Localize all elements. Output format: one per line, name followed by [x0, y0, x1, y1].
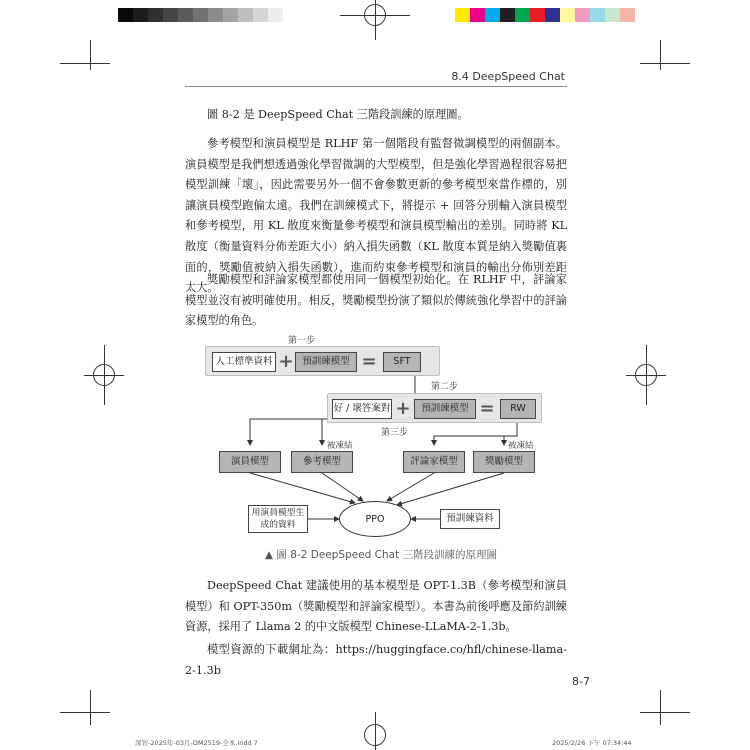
freeze-label-right: 被凍結	[508, 441, 534, 451]
color-swatch	[620, 8, 635, 22]
gray-swatch	[133, 8, 148, 22]
header-rule	[185, 86, 567, 87]
arrow-reference-to-ppo	[322, 473, 363, 501]
gray-swatch	[163, 8, 178, 22]
crop-line	[60, 63, 110, 64]
crop-line	[340, 15, 410, 16]
color-swatch	[605, 8, 620, 22]
step1-input-box: 人工標準資料	[212, 352, 276, 372]
color-swatch	[485, 8, 500, 22]
pretrain-data-box: 預訓練資料	[440, 509, 500, 529]
arrow-actor-to-ppo	[250, 473, 355, 503]
running-header: 8.4 DeepSpeed Chat	[451, 70, 565, 83]
figure-caption: ▲ 圖 8-2 DeepSpeed Chat 三階段訓練的原理圖	[265, 549, 498, 561]
gray-swatch	[253, 8, 268, 22]
equals-icon: =	[361, 350, 377, 372]
step1-label: 第一步	[288, 336, 316, 346]
color-swatch	[530, 8, 545, 22]
ppo-ellipse: PPO	[339, 501, 411, 537]
crop-line	[375, 712, 376, 750]
color-swatch	[470, 8, 485, 22]
step2-input-box: 好 / 壞答案對	[332, 399, 392, 419]
color-swatch	[560, 8, 575, 22]
actor-model-box: 演員模型	[219, 451, 281, 473]
crop-line	[90, 40, 91, 70]
crop-line	[646, 345, 647, 405]
color-swatch	[500, 8, 515, 22]
gray-swatch	[193, 8, 208, 22]
freeze-label-left: 被凍結	[327, 441, 353, 451]
paragraph-base-models: DeepSpeed Chat 建議使用的基本模型是 OPT-1.3B（參考模型和演員模型）和 OPT-350m（獎勵模型和評論家模型）。本書為前後呼應及節約訓練資源，採用了 Llama 2 的中文版模型 Chinese-LLaMA-2-1.3b。	[185, 579, 567, 634]
plus-icon: +	[395, 397, 411, 419]
color-swatch	[455, 8, 470, 22]
crop-line	[104, 345, 105, 405]
gray-swatch	[268, 8, 283, 22]
gray-swatch	[223, 8, 238, 22]
sft-box: SFT	[383, 352, 421, 372]
reward-model-box: 獎勵模型	[473, 451, 535, 473]
color-swatch	[575, 8, 590, 22]
page-number: 8-7	[572, 675, 590, 688]
crop-line	[660, 690, 661, 725]
step2-model-box: 預訓練模型	[414, 399, 476, 419]
crop-line	[660, 40, 661, 70]
arrow-critic-to-ppo	[387, 473, 434, 501]
gray-swatch	[208, 8, 223, 22]
crop-line	[90, 690, 91, 725]
gray-swatch	[118, 8, 133, 22]
gray-swatch	[148, 8, 163, 22]
footer-file-info: 深智-2025年-03月-DM2519-全本.indd 7	[135, 739, 258, 747]
crop-line	[375, 0, 376, 40]
actor-data-box: 用演員模型生成的資料	[248, 505, 308, 533]
color-swatch	[590, 8, 605, 22]
crop-line	[60, 712, 110, 713]
gray-swatch	[238, 8, 253, 22]
gray-swatch	[178, 8, 193, 22]
color-swatch	[515, 8, 530, 22]
crop-line	[640, 712, 690, 713]
paragraph-reference-actor: 參考模型和演員模型是 RLHF 第一個階段有監督微調模型的兩個副本。演員模型是我們想透過強化學習微調的大型模型，但是強化學習過程很容易把模型訓練「壞」，因此需要另外一個不會參數更新的參考模型來當作標的，別讓演員模型跑偏太遠。我們在訓練模式下，將提示 + 回答分別輸入演員模型和參考模型，用 KL 散度來衡量參考模型和演員模型輸出的差別。同時將 KL 散度（衡量資料分佈差距大小）納入損失函數（KL 散度本質是納入獎勵值裏面的，獎勵值被納入損失函數），進而約束參考模型和演員的輸出分佈別差距太大。	[185, 137, 567, 295]
paragraph-reward-critic: 獎勵模型和評論家模型都使用同一個模型初始化。在 RLHF 中，評論家模型並沒有被明確使用。相反，獎勵模型扮演了類似於傳統強化學習中的評論家模型的角色。	[185, 273, 567, 328]
plus-icon: +	[278, 350, 294, 372]
grayscale-color-bar	[118, 8, 283, 22]
step3-label: 第三步	[381, 428, 409, 438]
deepspeed-chat-diagram	[205, 333, 550, 563]
equals-icon: =	[479, 397, 495, 419]
reference-model-box: 參考模型	[291, 451, 353, 473]
rw-box: RW	[500, 399, 536, 419]
footer-timestamp: 2025/2/26 下午 07:34:44	[552, 739, 632, 747]
crop-line	[640, 63, 690, 64]
critic-model-box: 評論家模型	[403, 451, 465, 473]
paragraph-figure-intro: 圖 8-2 是 DeepSpeed Chat 三階段訓練的原理圖。	[207, 108, 469, 121]
step2-label: 第二步	[431, 382, 459, 392]
cmyk-color-bar	[455, 8, 635, 22]
color-swatch	[545, 8, 560, 22]
step1-model-box: 預訓練模型	[295, 352, 357, 372]
paragraph-download-url: 模型資源的下載網址為：https://huggingface.co/hfl/chinese-llama-2-1.3b	[185, 643, 567, 677]
arrow-reward-to-ppo	[397, 473, 504, 505]
